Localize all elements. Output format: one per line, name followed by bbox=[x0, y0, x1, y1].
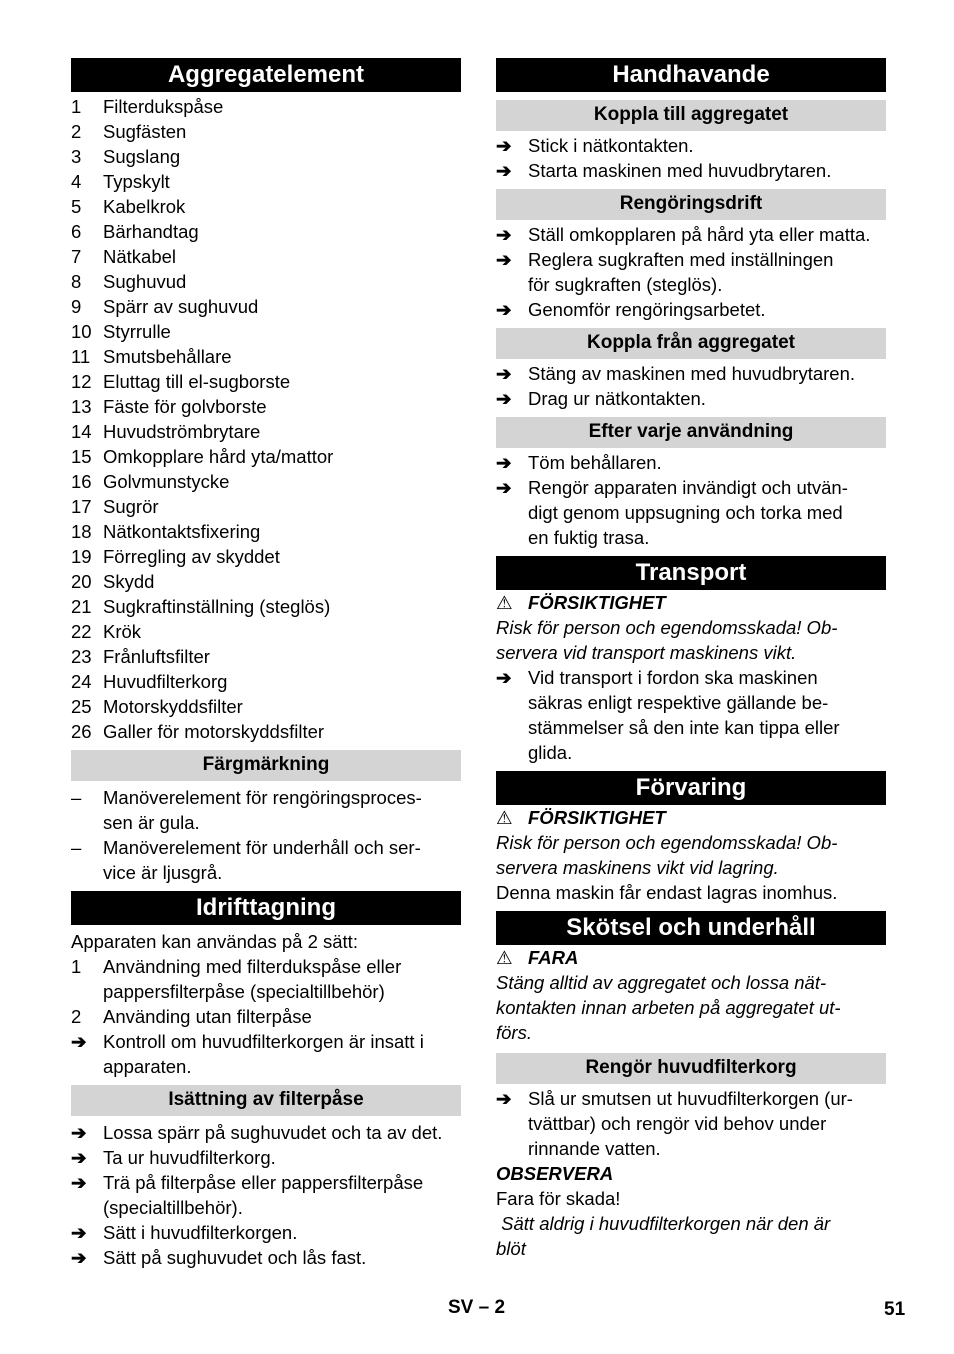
item-number: 20 bbox=[71, 571, 92, 592]
heading-koppla-till: Koppla till aggregatet bbox=[496, 100, 886, 131]
page-number: 51 bbox=[884, 1299, 906, 1320]
arrow-icon: ➔ bbox=[496, 667, 512, 688]
arrow-icon: ➔ bbox=[71, 1122, 87, 1143]
list-item bbox=[71, 669, 461, 694]
list-item bbox=[71, 594, 461, 619]
item-number: 1 bbox=[71, 956, 82, 977]
heading-efter-anvandning: Efter varje användning bbox=[496, 417, 886, 448]
arrow-icon: ➔ bbox=[496, 224, 512, 245]
item-text: Huvudströmbrytare bbox=[103, 421, 261, 442]
list-item bbox=[71, 344, 461, 369]
item-text: Styrrulle bbox=[103, 321, 171, 342]
item-number: 10 bbox=[71, 321, 92, 342]
arrow-icon: ➔ bbox=[496, 299, 512, 320]
after-use-steps bbox=[496, 450, 886, 550]
item-text: Huvudfilterkorg bbox=[103, 671, 228, 692]
item-number: 7 bbox=[71, 246, 82, 267]
item-text: Genomför rengöringsarbetet. bbox=[528, 299, 766, 320]
item-text: Sätt på sughuvudet och lås fast. bbox=[103, 1247, 367, 1268]
list-item bbox=[71, 1245, 461, 1270]
item-text: Använding utan filterpåse bbox=[103, 1006, 312, 1027]
item-number: 13 bbox=[71, 396, 92, 417]
item-text: Galler för motorskyddsfilter bbox=[103, 721, 325, 742]
list-item bbox=[71, 494, 461, 519]
item-number: 19 bbox=[71, 546, 92, 567]
item-text: Töm behållaren. bbox=[528, 452, 662, 473]
item-number: 9 bbox=[71, 296, 82, 317]
arrow-icon: ➔ bbox=[496, 452, 512, 473]
arrow-icon: ➔ bbox=[496, 477, 512, 498]
item-text: Sugfästen bbox=[103, 121, 187, 142]
disconnect-steps bbox=[496, 361, 886, 411]
heading-rengoringsdrift: Rengöringsdrift bbox=[496, 189, 886, 220]
list-item bbox=[71, 419, 461, 444]
heading-skotsel: Skötsel och underhåll bbox=[496, 911, 886, 945]
heading-idrifttagning: Idrifttagning bbox=[71, 891, 461, 925]
list-item bbox=[71, 1120, 461, 1145]
arrow-icon: ➔ bbox=[496, 249, 512, 270]
item-text: Omkopplare hård yta/mattor bbox=[103, 446, 334, 467]
usage-modes-list bbox=[71, 954, 461, 1029]
arrow-icon: ➔ bbox=[496, 135, 512, 156]
list-item bbox=[496, 361, 886, 386]
item-number: 11 bbox=[71, 346, 91, 367]
item-number: 25 bbox=[71, 696, 92, 717]
note-heading: OBSERVERA bbox=[496, 1163, 614, 1184]
item-text: Sätt i huvudfilterkorgen. bbox=[103, 1222, 298, 1243]
item-number: 22 bbox=[71, 621, 92, 642]
warning-label: FÖRSIKTIGHET bbox=[528, 592, 666, 613]
item-text: Spärr av sughuvud bbox=[103, 296, 259, 317]
list-item bbox=[71, 644, 461, 669]
filter-basket-instruction bbox=[496, 1086, 886, 1161]
list-item bbox=[71, 319, 461, 344]
item-text: Förregling av skyddet bbox=[103, 546, 280, 567]
arrow-icon: ➔ bbox=[496, 388, 512, 409]
warning-icon: ⚠ bbox=[496, 807, 513, 828]
item-number: 2 bbox=[71, 121, 82, 142]
item-text: Nätkontaktsfixering bbox=[103, 521, 261, 542]
warning-label: FÖRSIKTIGHET bbox=[528, 807, 666, 828]
heading-forvaring: Förvaring bbox=[496, 771, 886, 805]
list-item bbox=[71, 144, 461, 169]
item-number: 26 bbox=[71, 721, 92, 742]
arrow-icon: ➔ bbox=[71, 1222, 87, 1243]
note-italic-text: Sätt aldrig i huvudfilterkorgen när den är blöt bbox=[496, 1213, 831, 1259]
item-text: Frånluftsfilter bbox=[103, 646, 210, 667]
list-item bbox=[71, 169, 461, 194]
list-item bbox=[71, 294, 461, 319]
color-coding-list bbox=[71, 785, 461, 885]
item-number: 18 bbox=[71, 521, 92, 542]
item-text: Bärhandtag bbox=[103, 221, 199, 242]
left-column bbox=[71, 58, 461, 1270]
item-text: Stick i nätkontakten. bbox=[528, 135, 694, 156]
arrow-icon: ➔ bbox=[71, 1172, 87, 1193]
list-item bbox=[71, 719, 461, 744]
list-item bbox=[71, 369, 461, 394]
list-item bbox=[496, 450, 886, 475]
list-item bbox=[71, 94, 461, 119]
item-text: Lossa spärr på sughuvudet och ta av det. bbox=[103, 1122, 443, 1143]
maintenance-danger bbox=[496, 945, 886, 970]
item-text: Ställ omkopplaren på hård yta eller matta. bbox=[528, 224, 871, 245]
item-number: 15 bbox=[71, 446, 92, 467]
arrow-icon: ➔ bbox=[71, 1247, 87, 1268]
list-item bbox=[71, 269, 461, 294]
list-item bbox=[71, 694, 461, 719]
item-text: Användning med filterdukspåse eller pappersfilterpåse (specialtillbehör) bbox=[103, 956, 402, 1002]
item-number: 4 bbox=[71, 171, 82, 192]
transport-warning bbox=[496, 590, 886, 615]
list-item bbox=[496, 386, 886, 411]
item-text: Trä på filterpåse eller pappersfilterpåse (specialtillbehör). bbox=[103, 1172, 424, 1218]
arrow-icon: ➔ bbox=[496, 1088, 512, 1109]
item-number: 2 bbox=[71, 1006, 82, 1027]
list-item bbox=[71, 444, 461, 469]
maintenance-danger-text: Stäng alltid av aggregatet och lossa nät- kontakten innan arbeten på aggregatet ut- förs. bbox=[496, 972, 841, 1043]
item-text: Starta maskinen med huvudbrytaren. bbox=[528, 160, 832, 181]
item-text: Sugslang bbox=[103, 146, 181, 167]
list-item bbox=[71, 835, 461, 885]
warning-icon: ⚠ bbox=[496, 947, 513, 968]
filter-bag-steps bbox=[71, 1120, 461, 1270]
idrift-instruction bbox=[71, 1029, 461, 1079]
item-text: Smutsbehållare bbox=[103, 346, 232, 367]
item-text: Reglera sugkraften med inställningen för sugkraften (steglös). bbox=[528, 249, 834, 295]
item-number: 12 bbox=[71, 371, 92, 392]
list-item bbox=[71, 569, 461, 594]
transport-warning-text: Risk för person och egendomsskada! Ob- servera vid transport maskinens vikt. bbox=[496, 617, 838, 663]
idrift-intro: Apparaten kan användas på 2 sätt: bbox=[71, 931, 358, 952]
item-number: 17 bbox=[71, 496, 92, 517]
instruction-text: Vid transport i fordon ska maskinen säkras enligt respektive gällande be- stämmelser så den inte kan tippa eller glida. bbox=[528, 667, 840, 763]
list-item bbox=[496, 133, 886, 158]
footer-language-page: SV – 2 bbox=[448, 1297, 506, 1318]
list-item bbox=[71, 469, 461, 494]
list-item bbox=[496, 297, 886, 322]
item-text: Golvmunstycke bbox=[103, 471, 230, 492]
transport-instruction bbox=[496, 665, 886, 765]
storage-text: Denna maskin får endast lagras inomhus. bbox=[496, 882, 838, 903]
heading-transport: Transport bbox=[496, 556, 886, 590]
item-text: Typskylt bbox=[103, 171, 170, 192]
item-number: 5 bbox=[71, 196, 82, 217]
list-item bbox=[71, 954, 461, 1004]
storage-warning-text: Risk för person och egendomsskada! Ob- servera maskinens vikt vid lagring. bbox=[496, 832, 838, 878]
danger-label: FARA bbox=[528, 947, 579, 968]
list-item bbox=[496, 475, 886, 550]
note-text: Fara för skada! bbox=[496, 1188, 621, 1209]
list-item bbox=[71, 1145, 461, 1170]
list-item bbox=[71, 1004, 461, 1029]
item-text: Ta ur huvudfilterkorg. bbox=[103, 1147, 276, 1168]
dash-bullet: – bbox=[71, 837, 82, 858]
item-number: 14 bbox=[71, 421, 92, 442]
arrow-icon: ➔ bbox=[496, 160, 512, 181]
list-item bbox=[71, 519, 461, 544]
heading-koppla-fran: Koppla från aggregatet bbox=[496, 328, 886, 359]
item-text: Fäste för golvborste bbox=[103, 396, 267, 417]
item-text: Eluttag till el-sugborste bbox=[103, 371, 291, 392]
instruction-text: Slå ur smutsen ut huvudfilterkorgen (ur- tvättbar) och rengör vid behov under rinnande vatten. bbox=[528, 1088, 853, 1159]
list-item bbox=[71, 544, 461, 569]
item-number: 23 bbox=[71, 646, 92, 667]
storage-warning bbox=[496, 805, 886, 830]
list-item bbox=[71, 1220, 461, 1245]
item-text: Krök bbox=[103, 621, 142, 642]
item-text: Skydd bbox=[103, 571, 155, 592]
heading-handhavande: Handhavande bbox=[496, 58, 886, 92]
list-item bbox=[71, 219, 461, 244]
heading-fargmarkning: Färgmärkning bbox=[71, 750, 461, 781]
list-item bbox=[71, 394, 461, 419]
item-number: 21 bbox=[71, 596, 92, 617]
item-text: Manöverelement för rengöringsproces- sen är gula. bbox=[103, 787, 422, 833]
arrow-icon: ➔ bbox=[71, 1147, 87, 1168]
list-item bbox=[71, 785, 461, 835]
item-number: 3 bbox=[71, 146, 82, 167]
item-number: 16 bbox=[71, 471, 92, 492]
list-item bbox=[71, 119, 461, 144]
item-text: Sughuvud bbox=[103, 271, 187, 292]
item-number: 1 bbox=[71, 96, 82, 117]
item-number: 8 bbox=[71, 271, 82, 292]
heading-isattning: Isättning av filterpåse bbox=[71, 1085, 461, 1116]
item-text: Motorskyddsfilter bbox=[103, 696, 243, 717]
list-item bbox=[496, 158, 886, 183]
item-text: Manöverelement för underhåll och ser- vice är ljusgrå. bbox=[103, 837, 421, 883]
instruction-text: Kontroll om huvudfilterkorgen är insatt i apparaten. bbox=[103, 1031, 424, 1077]
item-text: Kabelkrok bbox=[103, 196, 186, 217]
item-number: 24 bbox=[71, 671, 92, 692]
right-column bbox=[496, 58, 886, 1261]
item-text: Stäng av maskinen med huvudbrytaren. bbox=[528, 363, 856, 384]
list-item bbox=[71, 1170, 461, 1220]
list-item bbox=[496, 247, 886, 297]
connect-steps bbox=[496, 133, 886, 183]
list-item bbox=[71, 194, 461, 219]
item-text: Sugrör bbox=[103, 496, 159, 517]
list-item bbox=[71, 619, 461, 644]
heading-rengor-filterkorg: Rengör huvudfilterkorg bbox=[496, 1053, 886, 1084]
item-text: Rengör apparaten invändigt och utvän- digt genom uppsugning och torka med en fuktig trasa. bbox=[528, 477, 848, 548]
dash-bullet: – bbox=[71, 787, 82, 808]
item-text: Nätkabel bbox=[103, 246, 177, 267]
arrow-icon: ➔ bbox=[496, 363, 512, 384]
list-item bbox=[496, 222, 886, 247]
list-item bbox=[71, 244, 461, 269]
item-text: Sugkraftinställning (steglös) bbox=[103, 596, 331, 617]
warning-icon: ⚠ bbox=[496, 592, 513, 613]
arrow-icon: ➔ bbox=[71, 1031, 87, 1052]
heading-aggregatelement: Aggregatelement bbox=[71, 58, 461, 92]
item-number: 6 bbox=[71, 221, 82, 242]
cleaning-steps bbox=[496, 222, 886, 322]
item-text: Drag ur nätkontakten. bbox=[528, 388, 706, 409]
item-text: Filterdukspåse bbox=[103, 96, 224, 117]
parts-list bbox=[71, 94, 461, 744]
